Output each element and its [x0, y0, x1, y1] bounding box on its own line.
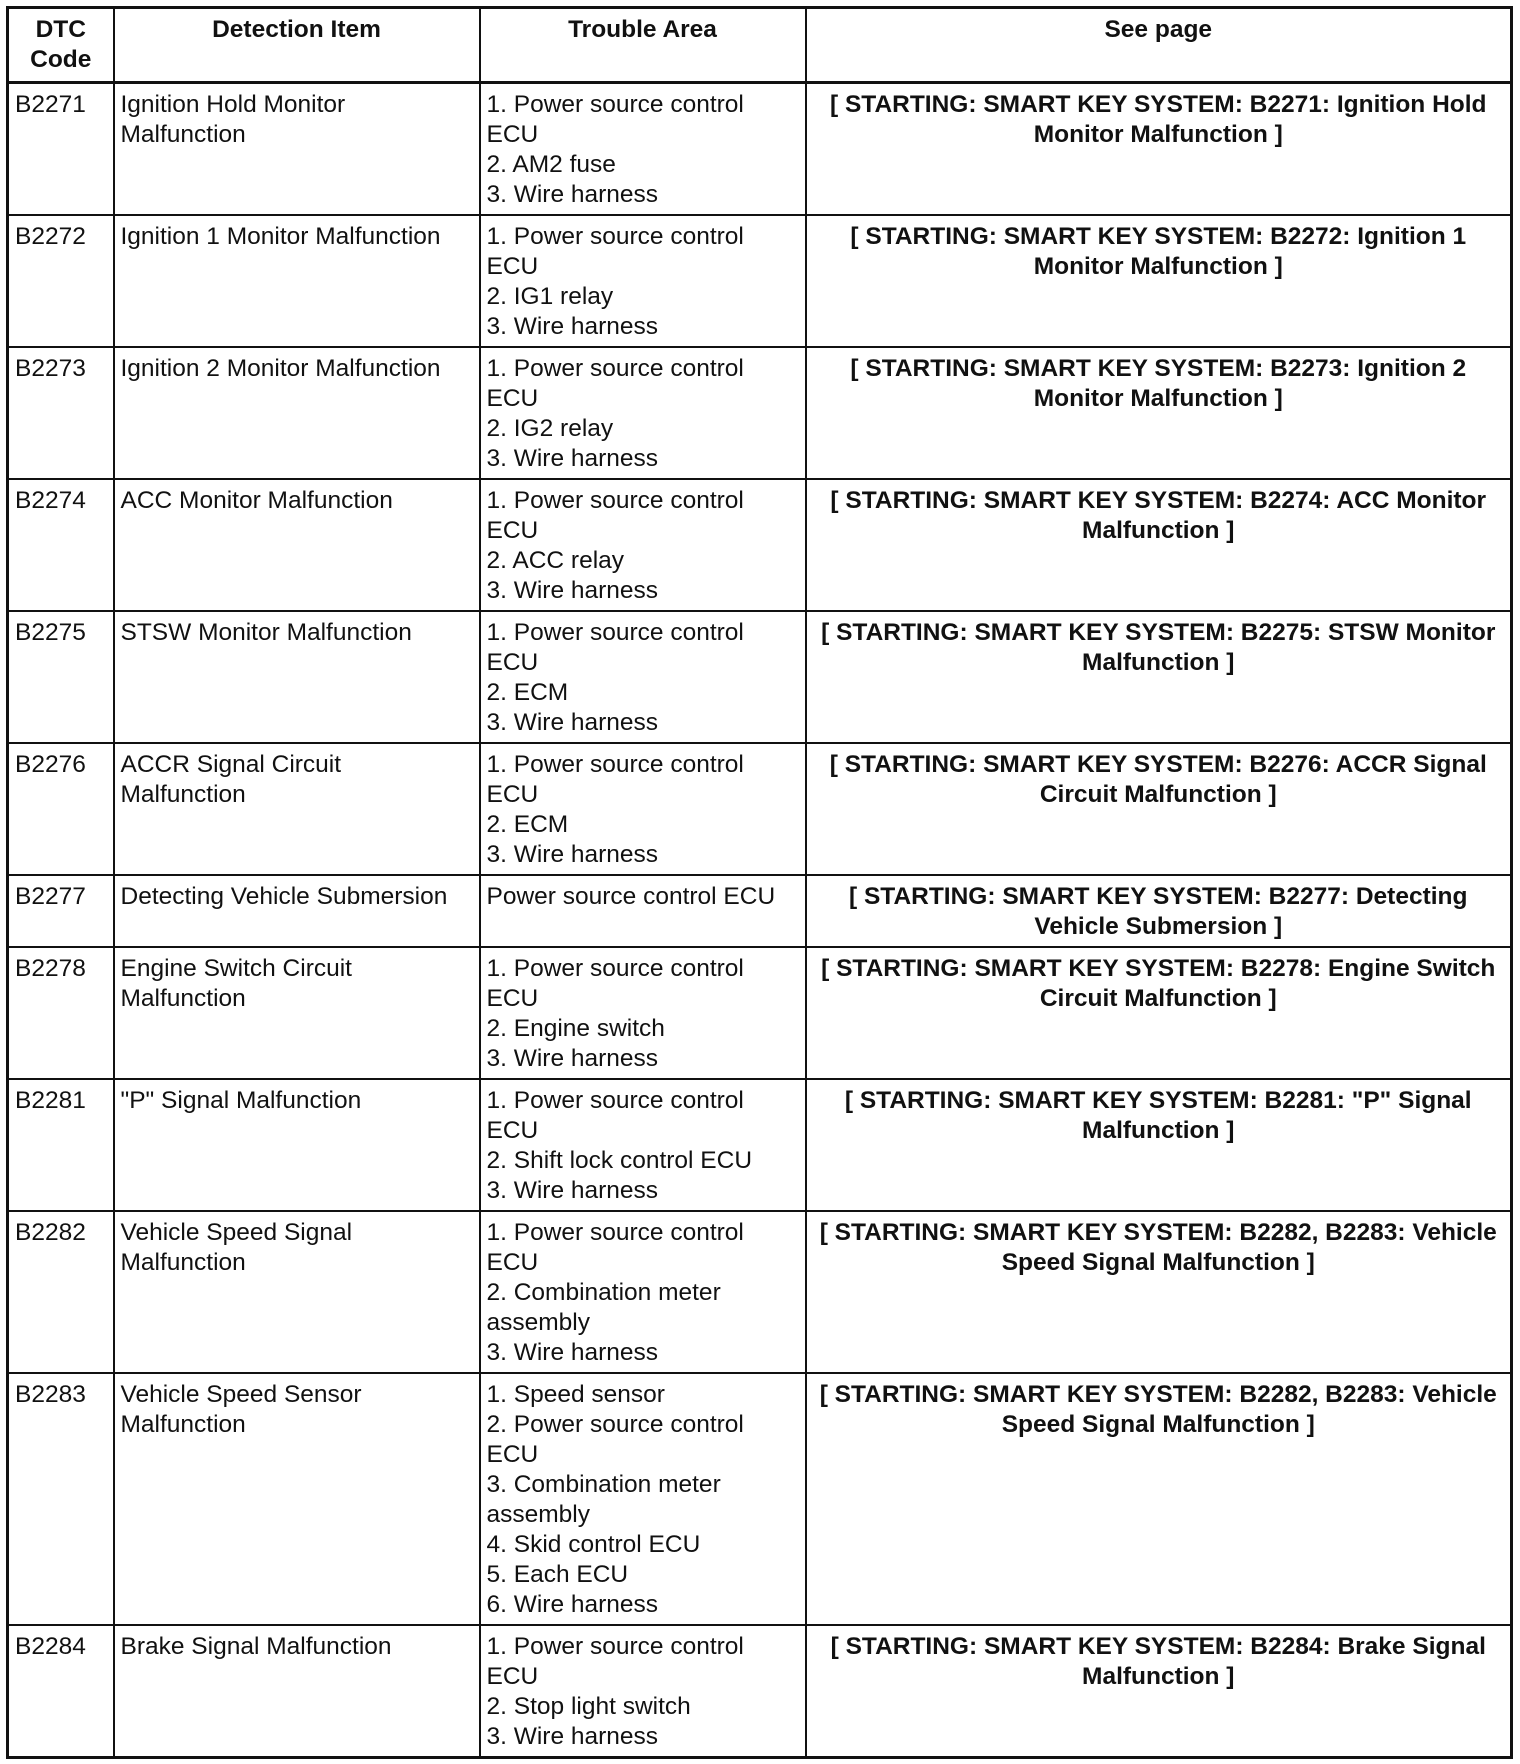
trouble-area-item: 2. Engine switch — [486, 1015, 665, 1042]
dtc-code-cell: B2278 — [8, 947, 114, 1079]
trouble-area-item: 1. Power source control ECU — [486, 751, 744, 808]
trouble-area-item: 3. Wire harness — [486, 1339, 659, 1366]
trouble-area-cell — [480, 215, 806, 347]
dtc-code-cell: B2284 — [8, 1625, 114, 1758]
dtc-code-cell: B2271 — [8, 83, 114, 216]
header-detection-item: Detection Item — [114, 8, 480, 83]
detection-item-cell: STSW Monitor Malfunction — [114, 611, 480, 743]
table-row — [8, 1373, 1512, 1625]
dtc-code-cell: B2276 — [8, 743, 114, 875]
trouble-area-item: 4. Skid control ECU — [486, 1531, 701, 1558]
table-row — [8, 215, 1512, 347]
dtc-code-cell: B2282 — [8, 1211, 114, 1373]
dtc-code-cell: B2277 — [8, 875, 114, 947]
trouble-area-item: 1. Power source control ECU — [486, 1633, 744, 1690]
trouble-area-cell — [480, 947, 806, 1079]
trouble-area-item: 3. Wire harness — [486, 709, 659, 736]
trouble-area-item: 1. Power source control ECU — [486, 223, 744, 280]
trouble-area-item: 1. Power source control ECU — [486, 355, 744, 412]
trouble-area-cell — [480, 479, 806, 611]
see-page-link[interactable]: [ STARTING: SMART KEY SYSTEM: B2282, B2283: Vehicle Speed Signal Malfunction ] — [806, 1211, 1512, 1373]
header-dtc-code-line1: DTC — [35, 16, 86, 43]
header-row — [8, 8, 1512, 83]
dtc-table — [6, 6, 1513, 1759]
trouble-area-item: 2. ECM — [486, 679, 569, 706]
table-row — [8, 347, 1512, 479]
detection-item-cell: ACC Monitor Malfunction — [114, 479, 480, 611]
see-page-link[interactable]: [ STARTING: SMART KEY SYSTEM: B2275: STSW Monitor Malfunction ] — [806, 611, 1512, 743]
trouble-area-item: 2. AM2 fuse — [486, 151, 616, 178]
see-page-link[interactable]: [ STARTING: SMART KEY SYSTEM: B2282, B2283: Vehicle Speed Signal Malfunction ] — [806, 1373, 1512, 1625]
trouble-area-item: Power source control ECU — [486, 883, 776, 910]
trouble-area-item: 2. Stop light switch — [486, 1693, 691, 1720]
trouble-area-item: 3. Combination meter assembly — [486, 1471, 721, 1528]
detection-item-cell: Vehicle Speed Signal Malfunction — [114, 1211, 480, 1373]
see-page-link[interactable]: [ STARTING: SMART KEY SYSTEM: B2284: Brake Signal Malfunction ] — [806, 1625, 1512, 1758]
trouble-area-item: 1. Power source control ECU — [486, 955, 744, 1012]
dtc-code-cell: B2274 — [8, 479, 114, 611]
trouble-area-item: 3. Wire harness — [486, 445, 659, 472]
detection-item-cell: "P" Signal Malfunction — [114, 1079, 480, 1211]
header-dtc-code-line2: Code — [30, 46, 92, 73]
detection-item-cell: Brake Signal Malfunction — [114, 1625, 480, 1758]
dtc-code-cell: B2273 — [8, 347, 114, 479]
table-row — [8, 1079, 1512, 1211]
table-row — [8, 479, 1512, 611]
table-row — [8, 1211, 1512, 1373]
trouble-area-item: 1. Speed sensor — [486, 1381, 665, 1408]
trouble-area-cell — [480, 347, 806, 479]
table-row — [8, 875, 1512, 947]
detection-item-cell: ACCR Signal Circuit Malfunction — [114, 743, 480, 875]
table-row — [8, 1625, 1512, 1758]
see-page-link[interactable]: [ STARTING: SMART KEY SYSTEM: B2278: Engine Switch Circuit Malfunction ] — [806, 947, 1512, 1079]
detection-item-cell: Ignition 2 Monitor Malfunction — [114, 347, 480, 479]
trouble-area-item: 5. Each ECU — [486, 1561, 629, 1588]
detection-item-cell: Vehicle Speed Sensor Malfunction — [114, 1373, 480, 1625]
table-row — [8, 83, 1512, 216]
see-page-link[interactable]: [ STARTING: SMART KEY SYSTEM: B2281: "P" Signal Malfunction ] — [806, 1079, 1512, 1211]
detection-item-cell: Engine Switch Circuit Malfunction — [114, 947, 480, 1079]
trouble-area-item: 3. Wire harness — [486, 181, 659, 208]
trouble-area-item: 3. Wire harness — [486, 841, 659, 868]
table-row — [8, 611, 1512, 743]
trouble-area-item: 3. Wire harness — [486, 1177, 659, 1204]
trouble-area-cell — [480, 83, 806, 216]
detection-item-cell: Detecting Vehicle Submersion — [114, 875, 480, 947]
trouble-area-item: 2. Combination meter assembly — [486, 1279, 721, 1336]
see-page-link[interactable]: [ STARTING: SMART KEY SYSTEM: B2277: Detecting Vehicle Submersion ] — [806, 875, 1512, 947]
detection-item-cell: Ignition Hold Monitor Malfunction — [114, 83, 480, 216]
trouble-area-item: 2. IG2 relay — [486, 415, 614, 442]
table-row — [8, 743, 1512, 875]
trouble-area-cell — [480, 1373, 806, 1625]
trouble-area-item: 1. Power source control ECU — [486, 619, 744, 676]
see-page-link[interactable]: [ STARTING: SMART KEY SYSTEM: B2272: Ignition 1 Monitor Malfunction ] — [806, 215, 1512, 347]
see-page-link[interactable]: [ STARTING: SMART KEY SYSTEM: B2276: ACCR Signal Circuit Malfunction ] — [806, 743, 1512, 875]
trouble-area-item: 1. Power source control ECU — [486, 1087, 744, 1144]
header-see-page: See page — [806, 8, 1512, 83]
trouble-area-item: 2. Shift lock control ECU — [486, 1147, 753, 1174]
dtc-code-cell: B2272 — [8, 215, 114, 347]
trouble-area-cell — [480, 611, 806, 743]
trouble-area-item: 3. Wire harness — [486, 1045, 659, 1072]
trouble-area-item: 3. Wire harness — [486, 577, 659, 604]
header-dtc-code — [8, 8, 114, 83]
trouble-area-cell — [480, 1079, 806, 1211]
dtc-code-cell: B2281 — [8, 1079, 114, 1211]
detection-item-cell: Ignition 1 Monitor Malfunction — [114, 215, 480, 347]
dtc-code-cell: B2283 — [8, 1373, 114, 1625]
trouble-area-item: 1. Power source control ECU — [486, 91, 744, 148]
trouble-area-item: 6. Wire harness — [486, 1591, 659, 1618]
header-trouble-area: Trouble Area — [480, 8, 806, 83]
trouble-area-cell — [480, 875, 806, 947]
trouble-area-item: 2. Power source control ECU — [486, 1411, 744, 1468]
trouble-area-item: 2. ACC relay — [486, 547, 625, 574]
trouble-area-cell — [480, 1211, 806, 1373]
see-page-link[interactable]: [ STARTING: SMART KEY SYSTEM: B2273: Ignition 2 Monitor Malfunction ] — [806, 347, 1512, 479]
trouble-area-cell — [480, 743, 806, 875]
see-page-link[interactable]: [ STARTING: SMART KEY SYSTEM: B2271: Ignition Hold Monitor Malfunction ] — [806, 83, 1512, 216]
trouble-area-item: 1. Power source control ECU — [486, 487, 744, 544]
trouble-area-item: 2. ECM — [486, 811, 569, 838]
table-row — [8, 947, 1512, 1079]
see-page-link[interactable]: [ STARTING: SMART KEY SYSTEM: B2274: ACC Monitor Malfunction ] — [806, 479, 1512, 611]
trouble-area-cell — [480, 1625, 806, 1758]
trouble-area-item: 1. Power source control ECU — [486, 1219, 744, 1276]
trouble-area-item: 2. IG1 relay — [486, 283, 614, 310]
trouble-area-item: 3. Wire harness — [486, 313, 659, 340]
dtc-code-cell: B2275 — [8, 611, 114, 743]
trouble-area-item: 3. Wire harness — [486, 1723, 659, 1750]
